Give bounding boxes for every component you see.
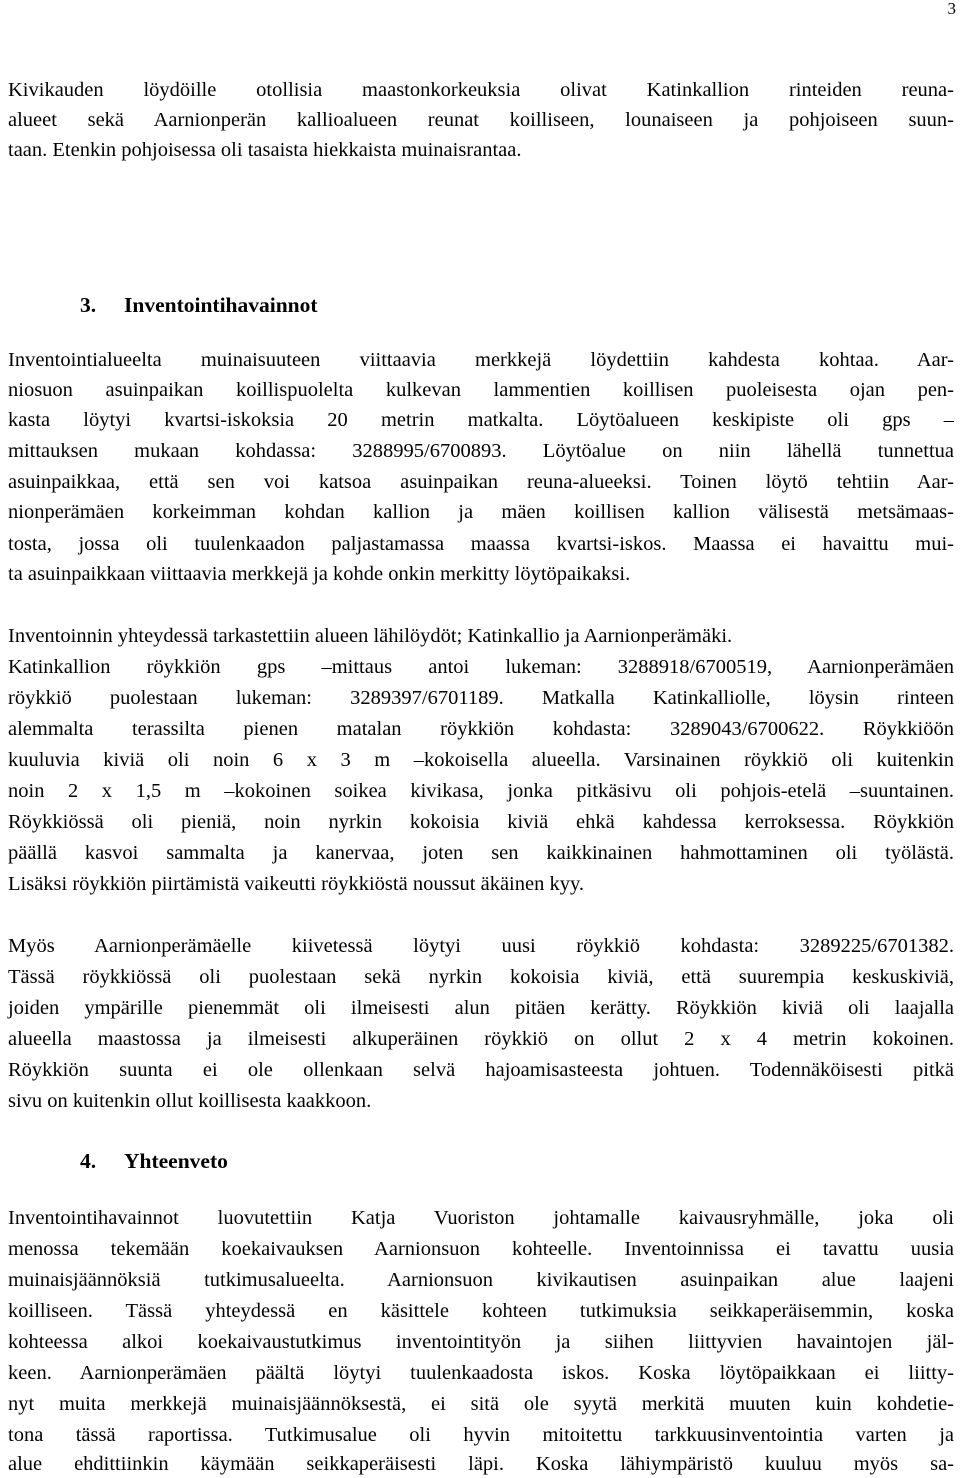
text-line: Röykkiössä oli pieniä, noin nyrkin kokoisia kiviä ehkä kahdessa kerroksessa. Röykkiön — [8, 811, 954, 833]
text-line: taan. Etenkin pohjoisessa oli tasaista hiekkaista muinaisrantaa. — [8, 139, 522, 161]
section-title: Yhteenveto — [124, 1149, 228, 1173]
text-line: Inventointihavainnot luovutettiin Katja Vuoriston johtamalle kaivausryhmälle, joka oli — [8, 1207, 954, 1229]
text-line: ta asuinpaikkaan viittaavia merkkejä ja kohde onkin merkitty löytöpaikaksi. — [8, 563, 631, 585]
text-line: Lisäksi röykkiön piirtämistä vaikeutti röykkiöstä noussut äkäinen kyy. — [8, 873, 585, 895]
text-line: röykkiö puolestaan lukeman: 3289397/6701189. Matkalla Katinkalliolle, löysin rinteen — [8, 687, 954, 709]
section-number: 3. — [80, 293, 97, 317]
text-line: Röykkiön suunta ei ole ollenkaan selvä hajoamisasteesta johtuen. Todennäköisesti pitkä — [8, 1059, 954, 1081]
text-line: alue ehdittiinkin käymään seikkaperäisesti läpi. Koska lähiympäristö kuuluu myös sa- — [8, 1453, 954, 1475]
text-line: noin 2 x 1,5 m –kokoinen soikea kivikasa, jonka pitkäsivu oli pohjois-etelä –suuntainen. — [8, 780, 954, 802]
page-number: 3 — [947, 0, 956, 18]
text-line: alemmalta terassilta pienen matalan röykkiön kohdasta: 3289043/6700622. Röykkiöön — [8, 718, 954, 740]
text-line: Inventointialueelta muinaisuuteen viittaavia merkkejä löydettiin kahdesta kohtaa. Aar- — [8, 349, 954, 371]
section-number: 4. — [80, 1149, 97, 1173]
text-line: mittauksen mukaan kohdassa: 3288995/6700893. Löytöalue on niin lähellä tunnettua — [8, 440, 954, 462]
text-line: kasta löytyi kvartsi-iskoksia 20 metrin matkalta. Löytöalueen keskipiste oli gps – — [8, 409, 954, 431]
text-line: koilliseen. Tässä yhteydessä en käsittele kohteen tutkimuksia seikkaperäisemmin, koska — [8, 1300, 954, 1322]
text-line: niosuon asuinpaikan koillispuolelta kulkevan lammentien koillisen puoleisesta ojan pen- — [8, 379, 954, 401]
text-line: päällä kasvoi sammalta ja kanervaa, joten sen kaikkinainen hahmottaminen oli työlästä. — [8, 842, 954, 864]
text-line: alueet sekä Aarnionperän kallioalueen reunat koilliseen, lounaiseen ja pohjoiseen suun- — [8, 109, 954, 131]
text-line: joiden ympärille pienemmät oli ilmeisesti alun pitäen kerätty. Röykkiön kiviä oli laajalla — [8, 997, 954, 1019]
text-line: alueella maastossa ja ilmeisesti alkuperäinen röykkiö on ollut 2 x 4 metrin kokoinen. — [8, 1028, 954, 1050]
text-line: keen. Aarnionperämäen päältä löytyi tuulenkaadosta iskos. Koska löytöpaikkaan ei liitty- — [8, 1362, 954, 1384]
text-line: asuinpaikkaa, että sen voi katsoa asuinpaikan reuna-alueeksi. Toinen löytö tehtiin Aar- — [8, 471, 954, 493]
text-line: nyt muita merkkejä muinaisjäännöksestä, ei sitä ole syytä merkitä muuten kuin kohdetie- — [8, 1393, 954, 1415]
text-line: Tässä röykkiössä oli puolestaan sekä nyrkin kokoisia kiviä, että suurempia keskuskiviä, — [8, 966, 954, 988]
text-line: Kivikauden löydöille otollisia maastonkorkeuksia olivat Katinkallion rinteiden reuna- — [8, 79, 954, 101]
text-line: Myös Aarnionperämäelle kiivetessä löytyi uusi röykkiö kohdasta: 3289225/6701382. — [8, 935, 954, 957]
text-line: Inventoinnin yhteydessä tarkastettiin alueen lähilöydöt; Katinkallio ja Aarnionperämäki. — [8, 625, 733, 647]
text-line: Katinkallion röykkiön gps –mittaus antoi lukeman: 3288918/6700519, Aarnionperämäen — [8, 656, 954, 678]
text-line: menossa tekemään koekaivauksen Aarnionsuon kohteelle. Inventoinnissa ei tavattu uusia — [8, 1238, 954, 1260]
text-line: nionperämäen korkeimman kohdan kallion ja mäen koillisen kallion välisestä metsämaas- — [8, 501, 954, 523]
text-line: sivu on kuitenkin ollut koillisesta kaakkoon. — [8, 1090, 372, 1112]
text-line: tosta, jossa oli tuulenkaadon paljastamassa maassa kvartsi-iskos. Maassa ei havaittu mui- — [8, 533, 954, 555]
section-heading-3 — [80, 293, 318, 317]
text-line: tona tässä raportissa. Tutkimusalue oli hyvin mitoitettu tarkkuusinventointia varten ja — [8, 1424, 954, 1446]
text-line: muinaisjäännöksiä tutkimusalueelta. Aarnionsuon kivikautisen asuinpaikan alue laajeni — [8, 1269, 954, 1291]
text-line: kuuluvia kiviä oli noin 6 x 3 m –kokoisella alueella. Varsinainen röykkiö oli kuitenkin — [8, 749, 954, 771]
section-title: Inventointihavainnot — [124, 293, 318, 317]
text-line: kohteessa alkoi koekaivaustutkimus inventointityön ja siihen liittyvien havaintojen jäl- — [8, 1331, 954, 1353]
section-heading-4 — [80, 1149, 228, 1173]
